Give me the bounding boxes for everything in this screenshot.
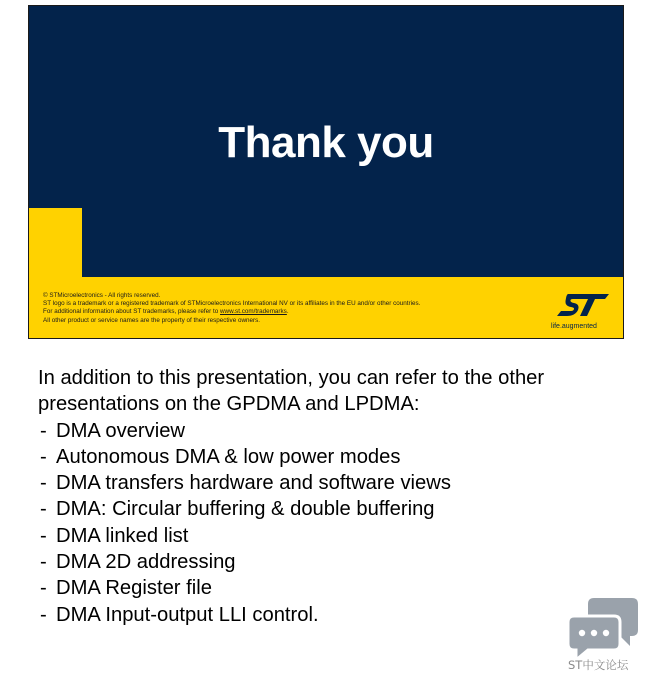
- legal-line-trademarks: [43, 308, 420, 316]
- slide-title: Thank you: [218, 118, 434, 167]
- legal-line-trademarks-prefix: For additional information about ST trademarks, please refer to: [43, 308, 220, 316]
- st-logo: [555, 292, 611, 318]
- list-item: - DMA Register file: [38, 575, 628, 601]
- list-item: - DMA 2D addressing: [38, 549, 628, 575]
- list-item: - DMA overview: [38, 418, 628, 444]
- list-item: - DMA: Circular buffering & double buffering: [38, 496, 628, 522]
- legal-line-logo: ST logo is a trademark or a registered trademark of STMicroelectronics International NV or its affiliates in the EU and/or other countries.: [43, 300, 421, 308]
- legal-line-trademarks-suffix: .: [286, 308, 289, 316]
- list-item: - DMA Input-output LLI control.: [38, 602, 628, 628]
- presentation-list: [38, 418, 628, 628]
- watermark-text: ST中文论坛: [568, 658, 629, 672]
- notes-intro: In addition to this presentation, you can refer to the other presentations on the GPDMA and LPDMA:: [38, 367, 545, 416]
- legal-line-other: All other product or service names are the property of their respective owners.: [43, 316, 260, 324]
- st-tagline: life.augmented: [551, 323, 597, 330]
- trademarks-link[interactable]: www.st.com/trademarks: [220, 308, 287, 316]
- notes-section: [38, 365, 628, 628]
- list-item: - Autonomous DMA & low power modes: [38, 444, 628, 470]
- list-item: - DMA transfers hardware and software views: [38, 470, 628, 496]
- legal-notice: [43, 292, 420, 325]
- legal-line-copyright: © STMicroelectronics - All rights reserved.: [43, 292, 161, 299]
- thank-you-slide: [28, 5, 624, 339]
- yellow-accent-block: [29, 208, 82, 283]
- list-item: - DMA linked list: [38, 523, 628, 549]
